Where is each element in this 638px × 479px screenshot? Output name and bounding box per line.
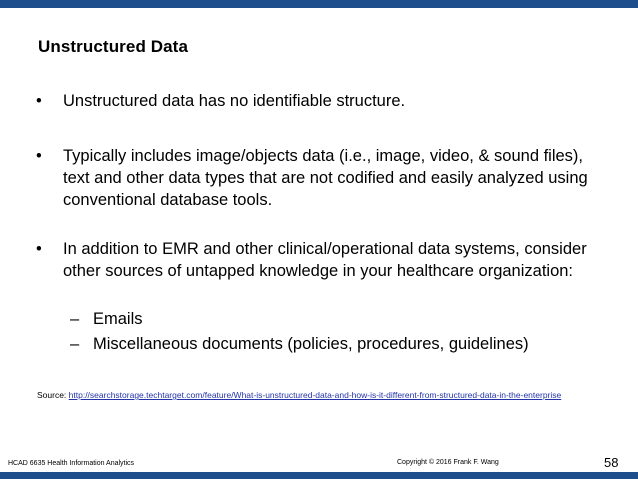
source-link[interactable]: http://searchstorage.techtarget.com/feature/What-is-unstructured-data-and-how-is-it-different-from-structured-data-in-the-enterprise xyxy=(68,390,562,400)
footer-course: HCAD 6635 Health Information Analytics xyxy=(8,460,135,467)
slide-title: Unstructured Data xyxy=(38,37,189,56)
bullet-text: In addition to EMR and other clinical/operational data systems, consider other sources of untapped knowledge in your healthcare organization: xyxy=(63,240,587,280)
bullet-marker: • xyxy=(36,240,42,258)
source-citation xyxy=(37,390,561,400)
footer-copyright: Copyright © 2016 Frank F. Wang xyxy=(397,459,499,466)
bottom-accent-bar xyxy=(0,472,638,479)
source-label: Source: xyxy=(37,390,69,400)
bullet-text: Typically includes image/objects data (i.e., image, video, & sound files), text and other data types that are not codified and easily analyzed using conventional database tools. xyxy=(63,147,588,209)
sub-bullet-marker: – xyxy=(70,310,80,328)
top-accent-bar xyxy=(0,0,638,8)
sub-bullet-text: Miscellaneous documents (policies, procedures, guidelines) xyxy=(93,335,529,353)
page-number: 58 xyxy=(604,455,619,470)
sub-bullet-marker: – xyxy=(70,335,80,353)
bullet-marker: • xyxy=(36,92,42,110)
bullet-marker: • xyxy=(36,147,42,165)
sub-bullet-text: Emails xyxy=(93,310,143,328)
bullet-text: Unstructured data has no identifiable structure. xyxy=(63,92,406,110)
